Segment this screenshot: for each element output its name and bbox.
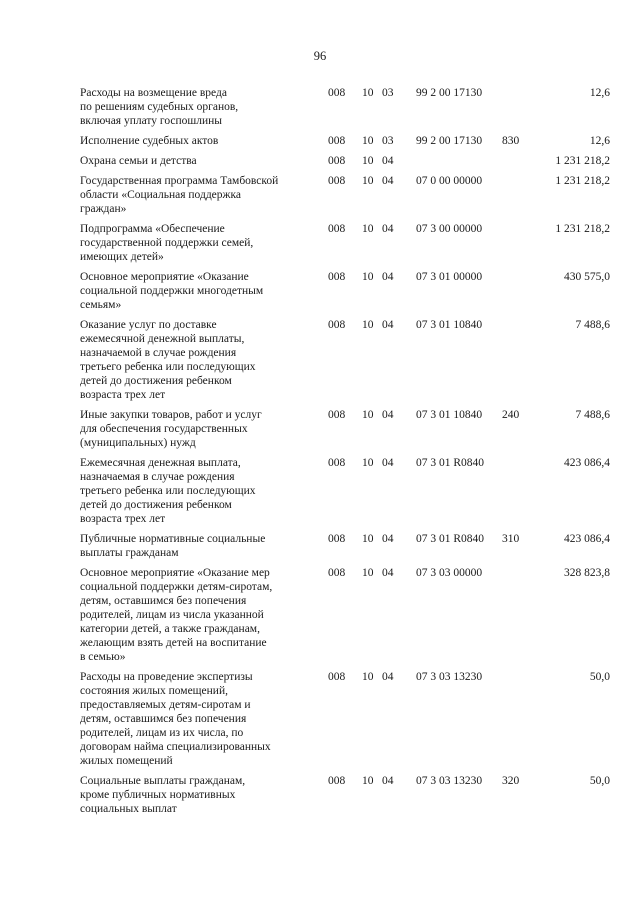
row-expense-type-code: 310 [502, 533, 520, 545]
row-expense-type-code [502, 318, 536, 408]
row-section-code: 10 [362, 775, 374, 787]
row-target-code: 99 2 00 17130 [416, 87, 483, 99]
row-ved-code: 008 [328, 223, 346, 235]
row-amount: 1 231 218,2 [555, 175, 610, 187]
table-row [80, 174, 610, 222]
row-name: Иные закупки товаров, работ и услуг для обеспечения государственных (муниципальных) нужд [80, 409, 262, 449]
row-target-code: 07 0 00 00000 [416, 175, 483, 187]
row-amount: 12,6 [589, 87, 610, 99]
row-subsection-code: 04 [382, 223, 394, 235]
row-section-code: 10 [362, 135, 374, 147]
row-subsection-code: 04 [382, 533, 394, 545]
row-amount: 1 231 218,2 [555, 223, 610, 235]
table-row [80, 154, 610, 174]
table-row [80, 566, 610, 670]
row-target-code: 99 2 00 17130 [416, 135, 483, 147]
table-row [80, 318, 610, 408]
row-target-code [416, 154, 502, 174]
budget-table [80, 86, 610, 822]
row-ved-code: 008 [328, 567, 346, 579]
row-expense-type-code [502, 174, 536, 222]
row-ved-code: 008 [328, 457, 346, 469]
row-subsection-code: 04 [382, 567, 394, 579]
row-subsection-code: 04 [382, 175, 394, 187]
table-row [80, 134, 610, 154]
row-subsection-code: 04 [382, 155, 394, 167]
row-target-code: 07 3 00 00000 [416, 223, 483, 235]
row-name: Подпрограмма «Обеспечение государственной поддержки семей, имеющих детей» [80, 223, 254, 263]
row-subsection-code: 04 [382, 775, 394, 787]
row-target-code: 07 3 03 13230 [416, 671, 483, 683]
row-expense-type-code: 830 [502, 135, 520, 147]
row-ved-code: 008 [328, 319, 346, 331]
row-target-code: 07 3 01 00000 [416, 271, 483, 283]
row-section-code: 10 [362, 457, 374, 469]
row-name: Ежемесячная денежная выплата, назначаемая в случае рождения третьего ребенка или последующих детей до достижения ребенком возраста трех лет [80, 457, 256, 525]
row-expense-type-code: 240 [502, 409, 520, 421]
row-name: Оказание услуг по доставке ежемесячной денежной выплаты, назначаемой в случае рождения третьего ребенка или последующих детей до достижения ребенком возраста трех лет [80, 319, 256, 401]
row-section-code: 10 [362, 409, 374, 421]
row-subsection-code: 04 [382, 319, 394, 331]
row-name: Расходы на возмещение вреда по решениям судебных органов, включая уплату госпошлины [80, 87, 239, 127]
table-row [80, 222, 610, 270]
row-section-code: 10 [362, 533, 374, 545]
row-amount: 50,0 [589, 775, 610, 787]
row-amount: 1 231 218,2 [555, 155, 610, 167]
row-subsection-code: 04 [382, 671, 394, 683]
row-expense-type-code [502, 86, 536, 134]
row-section-code: 10 [362, 175, 374, 187]
row-section-code: 10 [362, 223, 374, 235]
row-name: Основное мероприятие «Оказание социальной поддержки многодетным семьям» [80, 271, 264, 311]
table-row [80, 774, 610, 822]
row-expense-type-code [502, 456, 536, 532]
row-name: Охрана семьи и детства [80, 155, 197, 167]
row-name: Публичные нормативные социальные выплаты гражданам [80, 533, 266, 559]
row-expense-type-code: 320 [502, 775, 520, 787]
row-target-code: 07 3 01 10840 [416, 319, 483, 331]
row-target-code: 07 3 01 10840 [416, 409, 483, 421]
row-subsection-code: 04 [382, 271, 394, 283]
row-name: Государственная программа Тамбовской области «Социальная поддержка граждан» [80, 175, 279, 215]
row-section-code: 10 [362, 319, 374, 331]
row-ved-code: 008 [328, 155, 346, 167]
row-target-code: 07 3 03 00000 [416, 567, 483, 579]
row-section-code: 10 [362, 567, 374, 579]
row-expense-type-code [502, 222, 536, 270]
table-body [80, 86, 610, 822]
row-ved-code: 008 [328, 409, 346, 421]
row-name: Основное мероприятие «Оказание мер социальной поддержки детям-сиротам, детям, оставшимся без попечения родителей, лицам из числа указанной категории детей, а также гражданам, желающим взять детей на воспитание в семью» [80, 567, 273, 663]
row-section-code: 10 [362, 155, 374, 167]
page-number: 96 [313, 49, 327, 63]
row-name: Социальные выплаты гражданам, кроме публичных нормативных социальных выплат [80, 775, 246, 815]
row-ved-code: 008 [328, 271, 346, 283]
row-target-code: 07 3 01 R0840 [416, 457, 485, 469]
table-row [80, 670, 610, 774]
row-name: Расходы на проведение экспертизы состояния жилых помещений, предоставляемых детям-сиротам и детям, оставшимся без попечения родителей, лицам из их числа, по договорам найма специализированных жилых помещений [80, 671, 271, 767]
row-subsection-code: 04 [382, 409, 394, 421]
table-row [80, 270, 610, 318]
row-amount: 7 488,6 [575, 319, 610, 331]
row-ved-code: 008 [328, 175, 346, 187]
row-amount: 423 086,4 [564, 457, 610, 469]
row-amount: 7 488,6 [575, 409, 610, 421]
row-expense-type-code [502, 670, 536, 774]
row-amount: 12,6 [589, 135, 610, 147]
row-section-code: 10 [362, 671, 374, 683]
row-subsection-code: 03 [382, 135, 394, 147]
table-row [80, 86, 610, 134]
row-ved-code: 008 [328, 671, 346, 683]
row-amount: 430 575,0 [564, 271, 610, 283]
row-expense-type-code [502, 154, 536, 174]
row-expense-type-code [502, 270, 536, 318]
row-section-code: 10 [362, 87, 374, 99]
row-ved-code: 008 [328, 135, 346, 147]
row-subsection-code: 04 [382, 457, 394, 469]
row-subsection-code: 03 [382, 87, 394, 99]
table-row [80, 456, 610, 532]
table-row [80, 532, 610, 566]
row-amount: 50,0 [589, 671, 610, 683]
row-target-code: 07 3 01 R0840 [416, 533, 485, 545]
row-section-code: 10 [362, 271, 374, 283]
row-amount: 328 823,8 [564, 567, 610, 579]
row-ved-code: 008 [328, 533, 346, 545]
row-expense-type-code [502, 566, 536, 670]
row-ved-code: 008 [328, 87, 346, 99]
row-ved-code: 008 [328, 775, 346, 787]
row-name: Исполнение судебных актов [80, 135, 219, 147]
table-row [80, 408, 610, 456]
row-amount: 423 086,4 [564, 533, 610, 545]
row-target-code: 07 3 03 13230 [416, 775, 483, 787]
